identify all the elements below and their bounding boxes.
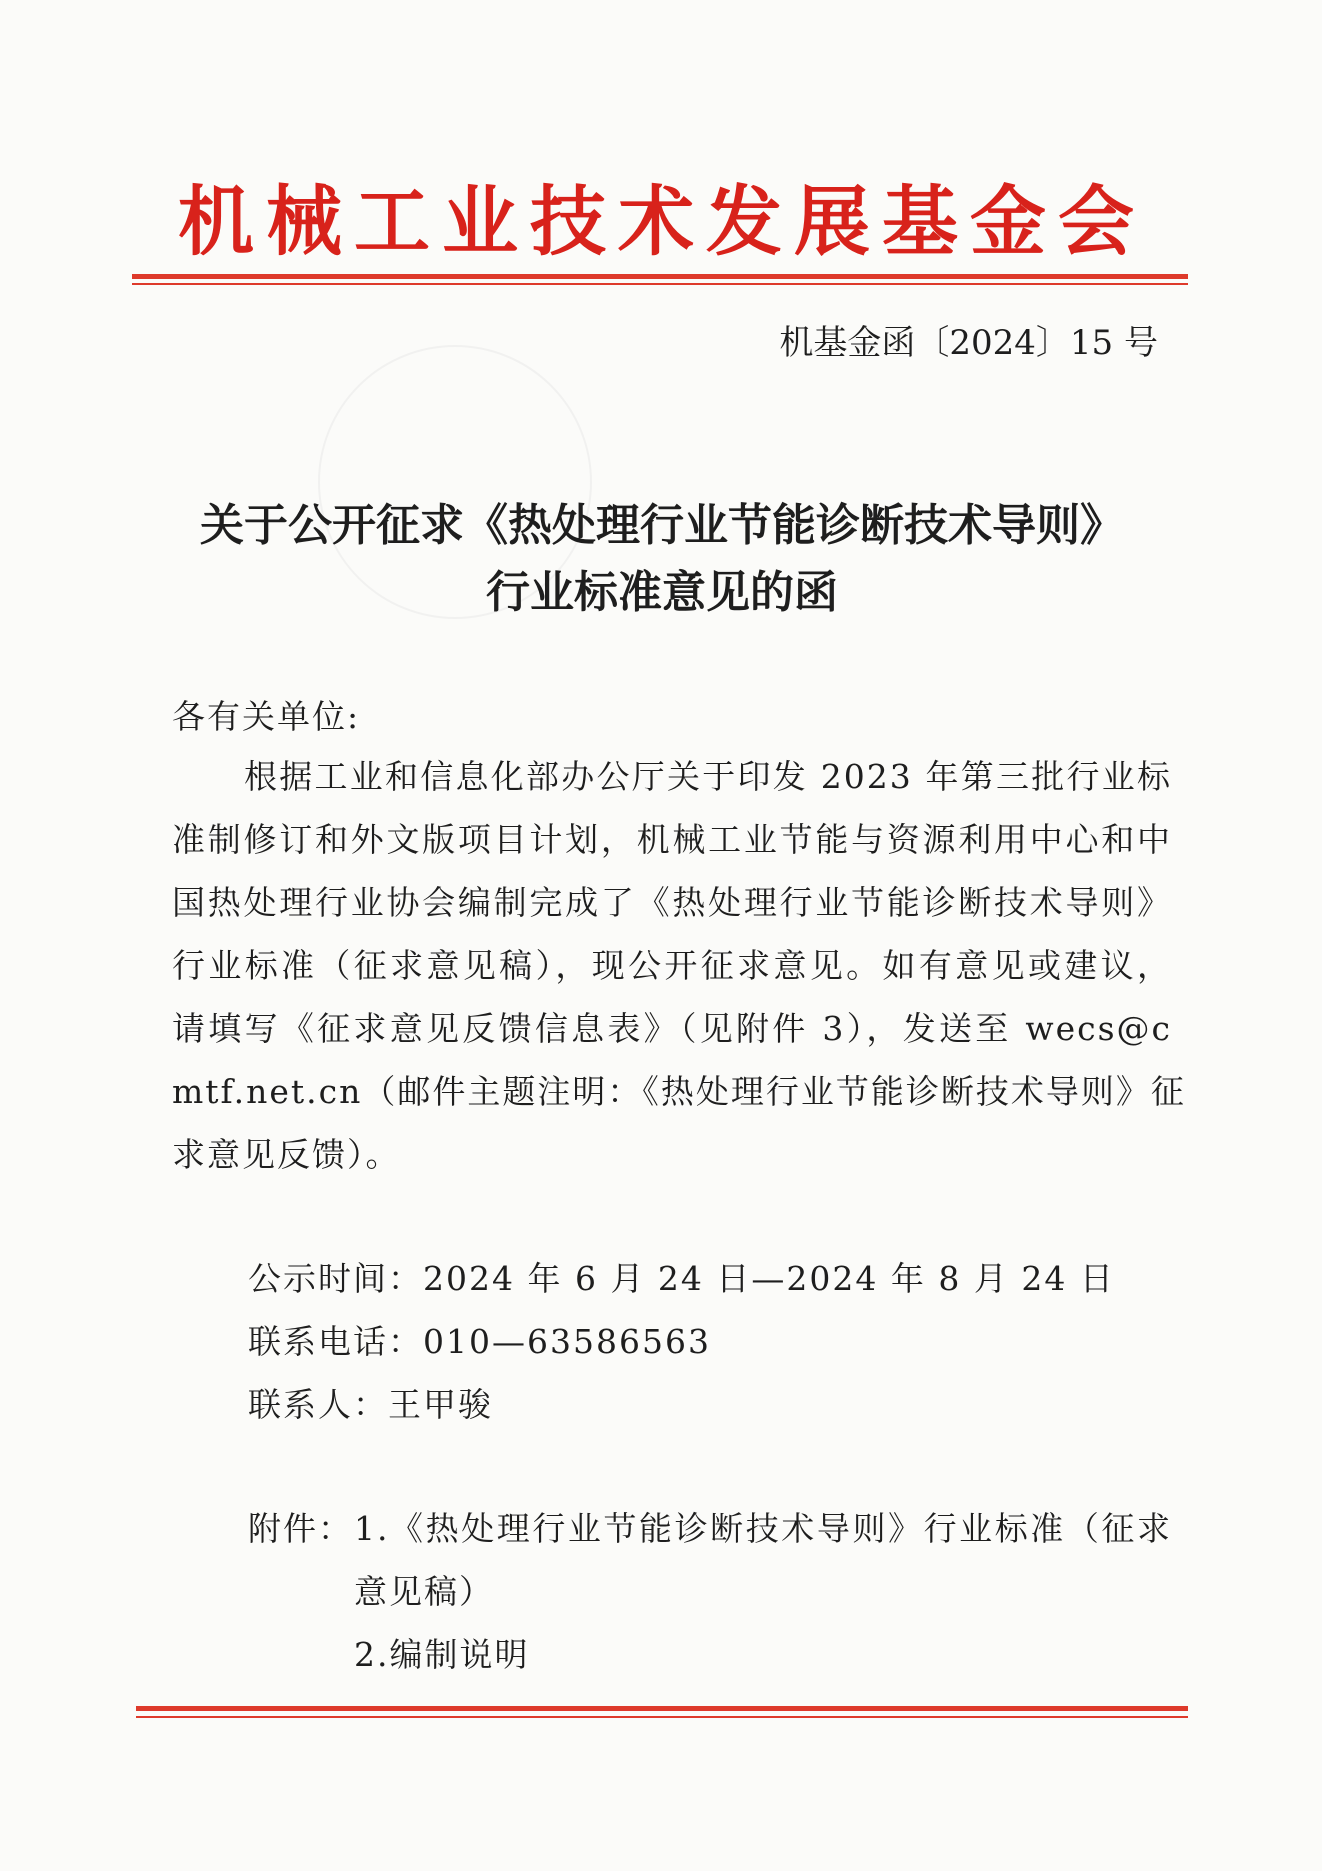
document-title-line-2: 行业标准意见的函 <box>486 567 838 618</box>
publication-period: 公示时间：2024 年 6 月 24 日—2024 年 8 月 24 日 <box>248 1259 1115 1298</box>
organization-title: 机械工业技术发展基金会 <box>178 177 1146 266</box>
contact-phone: 联系电话：010—63586563 <box>248 1322 711 1361</box>
body-line: 根据工业和信息化部办公厅关于印发 2023 年第三批行业标 <box>244 757 1172 796</box>
footer-rule-thick <box>136 1706 1188 1711</box>
attachments-label: 附件： <box>248 1509 353 1548</box>
header-rule-thick <box>132 274 1188 279</box>
body-line: 求意见反馈）。 <box>172 1135 401 1174</box>
body-line: 国热处理行业协会编制完成了《热处理行业节能诊断技术导则》 <box>172 883 1172 922</box>
document-title-line-1: 关于公开征求《热处理行业节能诊断技术导则》 <box>200 500 1124 551</box>
body-line: mtf.net.cn（邮件主题注明：《热处理行业节能诊断技术导则》征 <box>172 1072 1186 1111</box>
attachment-item: 意见稿） <box>354 1572 494 1611</box>
footer-rule-thin <box>136 1716 1188 1718</box>
attachment-item: 1.《热处理行业节能诊断技术导则》行业标准（征求 <box>354 1509 1172 1548</box>
body-line: 行业标准（征求意见稿），现公开征求意见。如有意见或建议， <box>172 946 1172 985</box>
header-rule-thin <box>132 283 1188 285</box>
document-number: 机基金函〔2024〕15 号 <box>779 323 1158 363</box>
salutation: 各有关单位: <box>172 697 361 736</box>
body-line: 请填写《征求意见反馈信息表》（见附件 3），发送至 wecs@c <box>172 1009 1172 1048</box>
contact-person: 联系人：王甲骏 <box>248 1385 493 1424</box>
attachment-item: 2.编制说明 <box>354 1635 530 1674</box>
body-line: 准制修订和外文版项目计划，机械工业节能与资源利用中心和中 <box>172 820 1172 859</box>
